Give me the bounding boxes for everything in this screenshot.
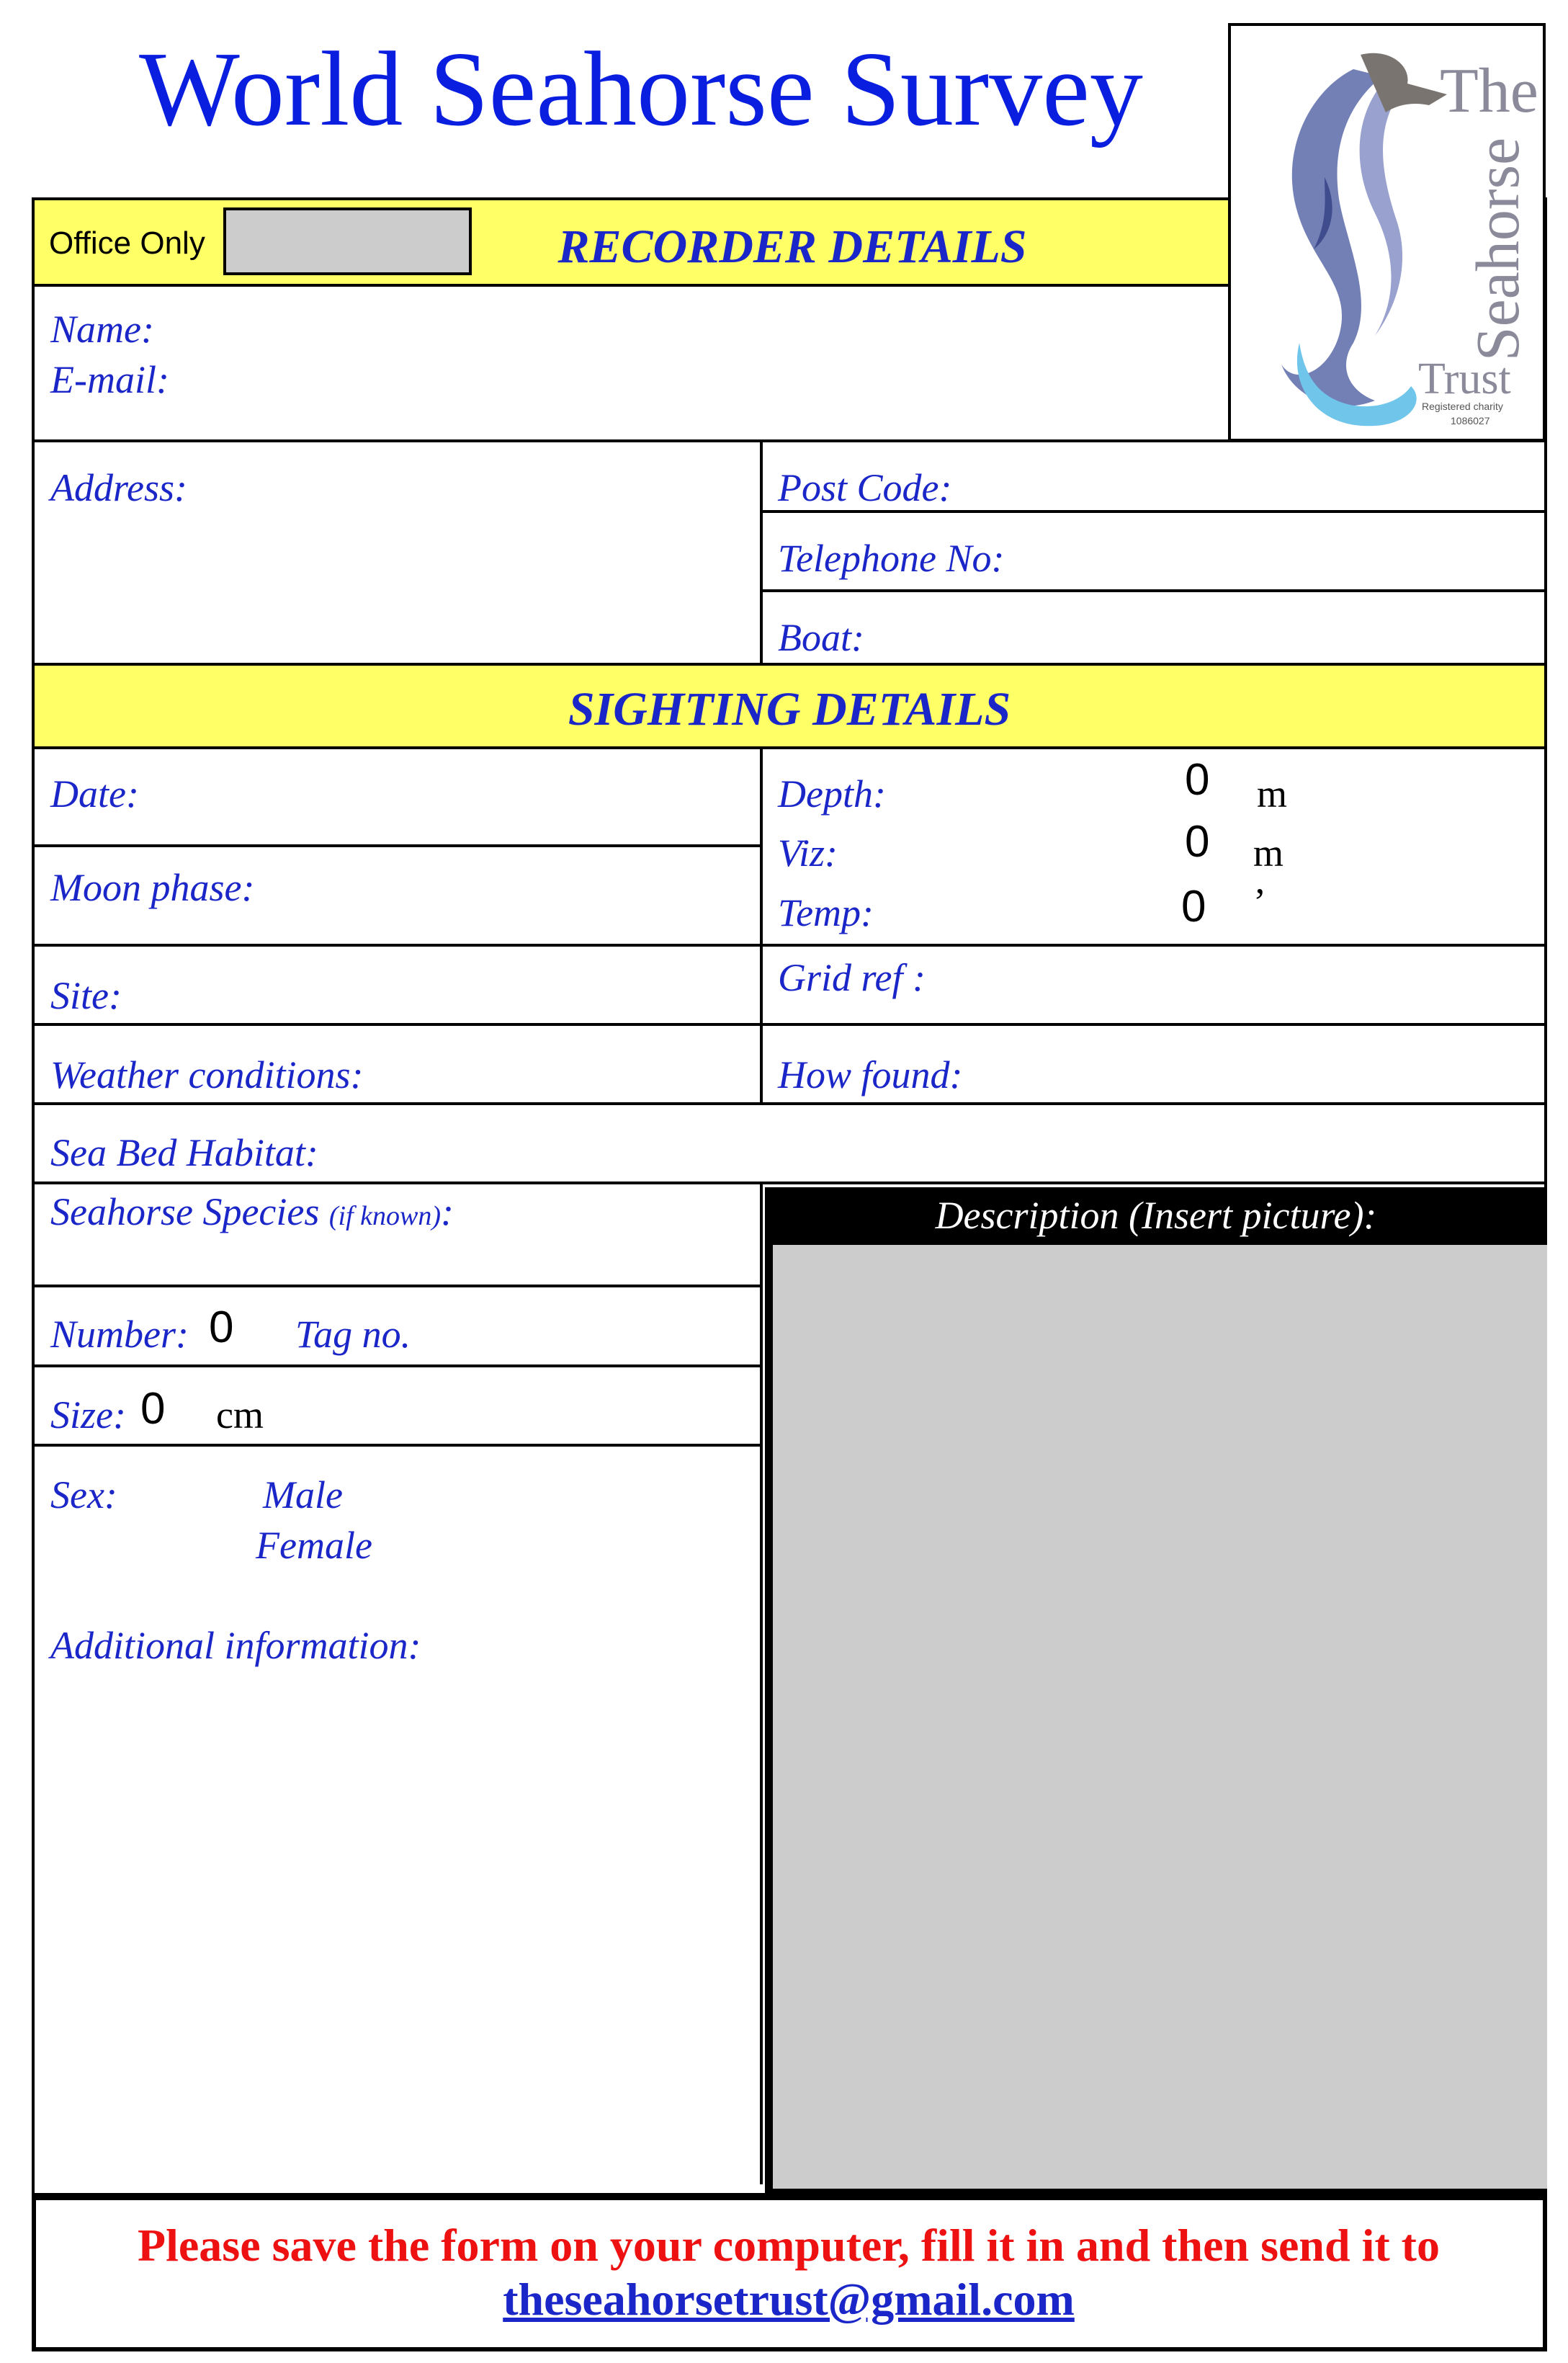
page-title: World Seahorse Survey — [139, 30, 1143, 148]
post-code-label: Post Code: — [778, 466, 952, 509]
size-label: Size: — [50, 1393, 126, 1437]
sex-option-female[interactable]: Female — [256, 1524, 372, 1567]
size-unit: cm — [216, 1393, 264, 1437]
additional-info-label: Additional information: — [50, 1624, 421, 1667]
temp-label: Temp: — [778, 891, 874, 934]
how-found-label: How found: — [778, 1053, 963, 1096]
species-field[interactable] — [43, 1239, 749, 1282]
post-code-field[interactable] — [980, 450, 1541, 508]
email-field[interactable] — [216, 353, 1210, 403]
telephone-field[interactable] — [1023, 520, 1541, 578]
address-label: Address: — [50, 466, 187, 509]
office-only-label: Office Only — [49, 225, 205, 261]
depth-label: Depth: — [778, 772, 886, 816]
temp-value[interactable]: 0 — [1181, 882, 1206, 932]
viz-label: Viz: — [778, 831, 838, 875]
weather-label: Weather conditions: — [50, 1053, 364, 1096]
logo-word-the: The — [1440, 56, 1538, 126]
species-colon: : — [441, 1190, 454, 1233]
date-label: Date: — [50, 772, 139, 816]
footer-instruction: Please save the form on your computer, fill it in and then send it to — [138, 2220, 1440, 2271]
site-field[interactable] — [137, 955, 749, 1019]
name-field[interactable] — [216, 303, 1210, 353]
sex-option-male[interactable]: Male — [263, 1473, 343, 1516]
viz-value[interactable]: 0 — [1185, 817, 1210, 867]
sex-label: Sex: — [50, 1473, 117, 1516]
date-field[interactable] — [158, 756, 749, 836]
logo-charity-label: Registered charity — [1422, 401, 1503, 412]
sea-bed-label: Sea Bed Habitat: — [50, 1131, 318, 1174]
size-value[interactable]: 0 — [140, 1384, 166, 1434]
depth-value[interactable]: 0 — [1185, 755, 1210, 805]
viz-unit: m — [1253, 831, 1284, 875]
address-field[interactable] — [43, 512, 749, 656]
name-label: Name: — [50, 308, 154, 351]
email-label: E-mail: — [50, 358, 169, 401]
tag-no-label: Tag no. — [295, 1313, 411, 1356]
sighting-details-header: SIGHTING DETAILS — [568, 683, 1011, 736]
temp-unit: ’ — [1253, 880, 1266, 924]
grid-ref-field[interactable] — [936, 951, 1541, 1016]
logo-charity-number: 1086027 — [1451, 415, 1490, 426]
description-picture-field[interactable] — [773, 1245, 1547, 2189]
depth-unit: m — [1257, 772, 1288, 816]
grid-ref-label: Grid ref : — [778, 956, 926, 999]
footer-email-link[interactable] — [43, 2273, 1534, 2326]
number-label: Number: — [50, 1313, 189, 1356]
description-label: Description (Insert picture): — [935, 1194, 1377, 1237]
telephone-label: Telephone No: — [778, 537, 1005, 580]
additional-info-field[interactable] — [43, 1679, 749, 2176]
species-note: (if known) — [328, 1201, 442, 1231]
number-value[interactable]: 0 — [209, 1303, 234, 1352]
office-only-field[interactable] — [223, 207, 472, 275]
weather-field[interactable] — [393, 1034, 749, 1099]
species-label — [50, 1192, 454, 1231]
boat-label: Boat: — [778, 616, 864, 659]
moon-phase-label: Moon phase: — [50, 866, 255, 909]
tag-no-field[interactable] — [432, 1297, 749, 1354]
moon-phase-field[interactable] — [281, 854, 749, 933]
site-label: Site: — [50, 974, 122, 1017]
logo-word-trust: Trust — [1418, 354, 1511, 403]
logo-word-seahorse: Seahorse — [1463, 137, 1532, 362]
footer-email-text[interactable]: theseahorsetrust@gmail.com — [503, 2274, 1075, 2325]
recorder-details-header: RECORDER DETAILS — [557, 220, 1027, 273]
how-found-field[interactable] — [987, 1034, 1541, 1099]
species-label-text: Seahorse Species — [50, 1190, 320, 1233]
sea-bed-field[interactable] — [346, 1113, 1541, 1178]
boat-field[interactable] — [886, 599, 1541, 657]
